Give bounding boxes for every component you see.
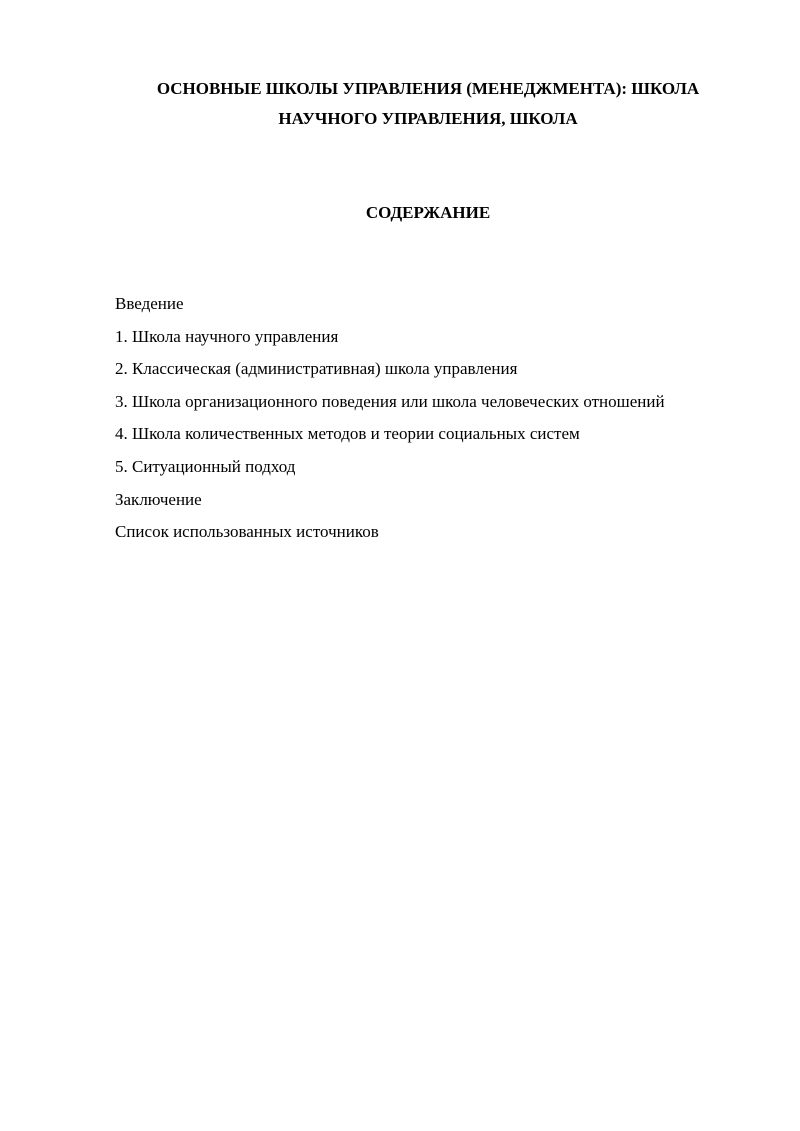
toc-item-classical-school: 2. Классическая (административная) школа управления [115, 359, 518, 379]
toc-item-organizational-behavior: 3. Школа организационного поведения или школа человеческих отношений [115, 391, 665, 411]
document-title-line-2: НАУЧНОГО УПРАВЛЕНИЯ, ШКОЛА [278, 109, 578, 128]
toc-item-scientific-management: 1. Школа научного управления [115, 326, 339, 346]
toc-item-conclusion: Заключение [115, 489, 202, 509]
table-of-contents [115, 288, 775, 549]
document-title [100, 74, 756, 134]
document-title-line-1: ОСНОВНЫЕ ШКОЛЫ УПРАВЛЕНИЯ (МЕНЕДЖМЕНТА): ШКОЛА [156, 79, 700, 98]
toc-item-references: Список использованных источников [115, 522, 379, 542]
toc-item-introduction: Введение [115, 294, 184, 313]
toc-item-situational-approach: 5. Ситуационный подход [115, 456, 296, 476]
toc-item-quantitative-methods: 4. Школа количественных методов и теории социальных систем [115, 424, 580, 444]
toc-heading: СОДЕРЖАНИЕ [365, 203, 491, 222]
